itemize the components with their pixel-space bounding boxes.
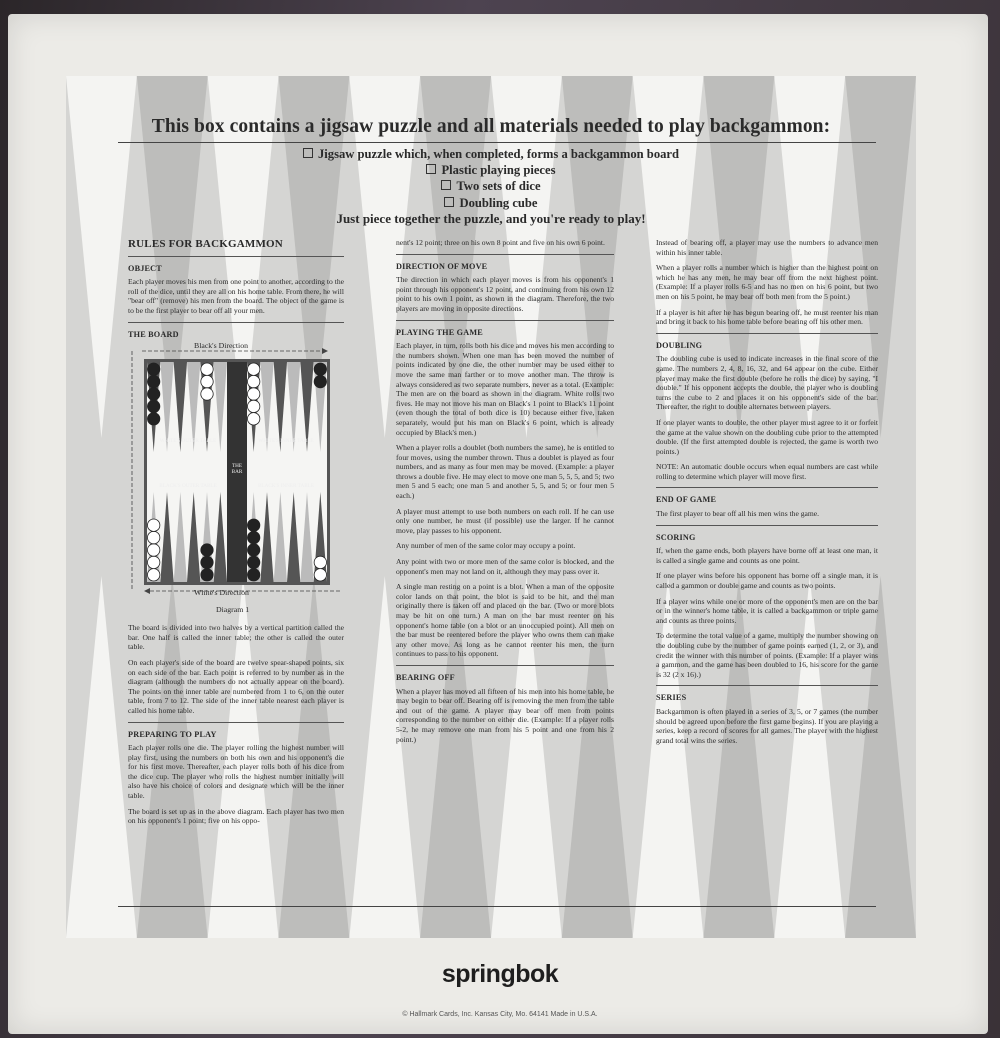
paragraph: Any number of men of the same color may occupy a point. xyxy=(396,541,576,551)
board-point xyxy=(66,576,137,938)
divider xyxy=(396,665,614,666)
copyright-text: © Hallmark Cards, Inc. Kansas City, Mo. 64141 Made in U.S.A. xyxy=(402,1011,598,1018)
divider xyxy=(656,487,878,488)
paragraph: If a player wins while one or more of the opponent's men are on the bar or in the winner's home table, it is called a backgammon or triple game and counts as three points. xyxy=(656,596,878,625)
diagram-checker xyxy=(147,376,159,388)
divider xyxy=(656,525,878,526)
bottom-rule xyxy=(118,906,876,907)
diagram-checker xyxy=(247,544,259,556)
divider xyxy=(396,320,614,321)
checkbox-icon xyxy=(444,197,454,207)
paragraph: The board is set up as in the above diagram. Each player has two men on his opponent's 1 point; five on his oppo- xyxy=(128,806,344,826)
paragraph: If, when the game ends, both players have borne off at least one man, it is called a single game and counts as one point. xyxy=(656,546,878,565)
paragraph: The first player to bear off all his men wins the game. xyxy=(656,509,820,519)
section-heading: THE BOARD xyxy=(128,329,179,339)
paragraph: A player must attempt to use both numbers on each roll. If he can use only one number, he must (if possible) use the larger. If he cannot move, play passes to his opponent. xyxy=(396,506,614,535)
divider xyxy=(128,256,344,257)
paragraph: To determine the total value of a game, multiply the number showing on the doubling cube by the number of game points earned (1, 2, or 3), and credit the winner with this number of points. (Example: If a player wins a gammon, and the game has been doubled to 16, his score for the game is 32 (2 x 16).) xyxy=(656,631,878,679)
section-heading: PLAYING THE GAME xyxy=(396,327,483,337)
diagram-checker xyxy=(147,556,159,568)
rules-column-3 xyxy=(656,238,878,751)
paragraph: NOTE: An automatic double occurs when equal numbers are cast while rolling to determine which player will move first. xyxy=(656,462,878,481)
paragraph: When a player has moved all fifteen of his men into his home table, he may begin to bear off. Bearing off is removing the men from the table and out of the game. A player may bear off men from points corresponding to the number on either die. (Example: If a player rolls 5-2, he may remove one man from his 5 point and one from his 2 point.) xyxy=(396,686,614,744)
black-outer-table-label: BLACK'S OUTER TABLE xyxy=(159,483,217,490)
section-heading: SERIES xyxy=(656,693,687,703)
contents-item: Plastic playing pieces xyxy=(66,162,916,178)
contents-item: Two sets of dice xyxy=(66,178,916,194)
checkbox-icon xyxy=(441,180,451,190)
section-heading: PREPARING TO PLAY xyxy=(128,729,217,739)
diagram-checker xyxy=(147,519,159,531)
diagram-caption: Diagram 1 xyxy=(216,605,250,615)
diagram-checker xyxy=(247,532,259,544)
section-heading: DIRECTION OF MOVE xyxy=(396,261,488,271)
diagram-checker xyxy=(201,569,213,581)
rules-column-1 xyxy=(128,238,344,832)
diagram-checker xyxy=(247,363,259,375)
print-panel xyxy=(66,76,916,938)
diagram-checker xyxy=(247,388,259,400)
paragraph: Instead of bearing off, a player may use the numbers to advance men within his inner table. xyxy=(656,238,878,257)
tagline: Just piece together the puzzle, and you're ready to play! xyxy=(336,210,646,226)
page-title: This box contains a jigsaw puzzle and all materials needed to play backgammon: xyxy=(151,116,831,137)
paragraph: nent's 12 point; three on his own 8 point and five on his own 6 point. xyxy=(396,238,605,247)
board-diagram-graphic xyxy=(128,343,344,615)
paragraph: Each player, in turn, rolls both his dice and moves his men according to the numbers shown. When one man has been moved the number of points indicated by one die, the other number may be used either to move the same man farther or to move another man. The throw is always considered as two separate numbers, never as a total. (Example: The men are on the board as shown in the diagram. White rolls two fives. He may not move his man on Black's 1 point to Black's 11 point (even though the total of both dice is 10) because either five, taken separately, would put his man on Black's 6 point, which is already occupied by Black's men.) xyxy=(396,341,614,437)
diagram-checker xyxy=(147,363,159,375)
divider xyxy=(128,322,344,323)
paragraph: When a player rolls a doublet (both numbers the same), he is entitled to four moves, using the number thrown. Thus a doublet is played as four numbers, and as many as four men may be moved. (Example: a player throws a double five. He may elect to move one man 5, 5, 5, and 5; two men 5 and 5 each; one man 5 and another 5, 5, and 5; or four men 5 each.) xyxy=(396,443,614,501)
diagram-checker xyxy=(314,376,326,388)
diagram-checker xyxy=(201,376,213,388)
divider xyxy=(656,685,878,686)
black-direction-label: Black's Direction xyxy=(194,341,249,351)
paragraph: If a player is hit after he has begun bearing off, he must reenter his man and bring it back to his home table before bearing off his other men. xyxy=(656,307,878,327)
diagram-checker xyxy=(247,519,259,531)
diagram-checker xyxy=(147,544,159,556)
paragraph: The board is divided into two halves by a vertical partition called the bar. One half is called the inner table; the other is called the outer table. xyxy=(128,623,344,652)
divider xyxy=(128,722,344,723)
section-heading: DOUBLING xyxy=(656,340,703,350)
paragraph: The doubling cube is used to indicate increases in the final score of the game. The numbers 2, 4, 8, 16, 32, and 64 appear on the cube. Either player may make the first double (before he rolls the dice) by saying, "I double." If his opponent accepts the double, the player who is doubling turns the cube to 2 and places it on his opponent's side of the bar. Thereafter, the right to double alternates between players. xyxy=(656,354,878,412)
diagram-checker xyxy=(147,413,159,425)
paragraph: The direction in which each player moves is from his opponent's 1 point through his opponent's 12 point, and continuing from his own 12 point to his own 1 point, as shown in the diagram. Therefore, the two players are moving in opposite directions. xyxy=(396,275,614,313)
title-rule xyxy=(118,142,876,143)
section-heading: OBJECT xyxy=(128,263,162,273)
diagram-checker xyxy=(314,363,326,375)
white-inner-table-label: WHITE'S INNER TABLE xyxy=(258,438,314,445)
diagram-checker xyxy=(201,363,213,375)
rules-column-2 xyxy=(396,238,614,750)
paragraph: A single man resting on a point is a blot. When a man of the opposite color lands on that point, the blot is said to be hit, and the man originally there is taken off and placed on the bar. (Two or more blots may be hit on one turn.) A man on the bar must reenter on his opponent's home table (on a blot or an unoccupied point). All men on the bar must be reentered before the player who owns them can make any other move. As long as he cannot reenter his men, the turn continues to pass to his opponent. xyxy=(396,582,614,659)
paragraph: Each player moves his men from one point to another, according to the roll of the dice, until they are all on his home table. From there, he will "bear off" (remove) his men from the board. The object of the game is to be the first player to bear off all your men. xyxy=(128,277,344,315)
diagram-checker xyxy=(247,400,259,412)
checkbox-icon xyxy=(426,164,436,174)
paragraph: Each player rolls one die. The player rolling the highest number will play first, using the numbers on both his own and his opponent's die for his first move. Thereafter, each player rolls both of his dice from the dice cup. The player who rolls the highest number initially will also have his choice of colors and designate which will be the inner table. xyxy=(128,743,344,801)
checkbox-icon xyxy=(303,148,313,158)
diagram-checker xyxy=(314,569,326,581)
white-direction-label: White's Direction xyxy=(194,588,249,598)
diagram-checker xyxy=(247,556,259,568)
diagram-checker xyxy=(147,388,159,400)
paragraph: If one player wins before his opponent has borne off a single man, it is called a gammon or double game and counts as two points. xyxy=(656,571,878,591)
paragraph: Backgammon is often played in a series of 3, 5, or 7 games (the number should be agreed upon before the first game begins). If you are playing a series, keep a record of scores for all games. The player with the highest grand total wins the series. xyxy=(656,706,878,745)
board-diagram xyxy=(128,343,344,615)
contents-item: Jigsaw puzzle which, when completed, forms a backgammon board xyxy=(66,146,916,162)
section-heading: END OF GAME xyxy=(656,495,717,505)
divider xyxy=(396,254,614,255)
diagram-checker xyxy=(247,376,259,388)
diagram-checker xyxy=(247,413,259,425)
white-outer-table-label: WHITE'S OUTER TABLE xyxy=(159,438,217,445)
section-heading: SCORING xyxy=(656,532,696,542)
contents-item: Doubling cube xyxy=(66,195,916,211)
divider xyxy=(656,333,878,334)
diagram-checker xyxy=(147,400,159,412)
black-inner-table-label: BLACK'S INNER TABLE xyxy=(257,483,315,490)
diagram-checker xyxy=(314,556,326,568)
paragraph: If one player wants to double, the other player must agree to it or forfeit the game at the value shown on the doubling cube prior to the attempted double. (If the first attempted double is rejected, the game is worth two points.) xyxy=(656,417,878,456)
contents-list xyxy=(66,146,916,227)
springbok-logo: springbok xyxy=(441,960,559,988)
diagram-checker xyxy=(201,544,213,556)
paragraph: On each player's side of the board are twelve spear-shaped points, six on each side of the bar. Each point is referred to by number as in the diagram (although the numbers do not actually appear on the board). The points on the inner table are numbered from 1 to 6, on the outer table, from 7 to 12. The side of the inner table nearest each player is called his home table. xyxy=(128,657,344,715)
section-heading: BEARING OFF xyxy=(396,672,455,682)
diagram-checker xyxy=(201,556,213,568)
rules-title: RULES FOR BACKGAMMON xyxy=(128,238,283,250)
diagram-checker xyxy=(201,388,213,400)
diagram-checker xyxy=(147,569,159,581)
bar-label: THE BAR xyxy=(231,463,243,476)
paragraph: When a player rolls a number which is higher than the highest point on which he has any men, he may bear off from the next highest point. (Example: If a player rolls 6-5 and has no men on his 6 point, but two men on his 5 point, he may bear off both men from the 5 point.) xyxy=(656,263,878,301)
paragraph: Any point with two or more men of the same color is blocked, and the opponent's men may not land on it, although they may pass over it. xyxy=(396,557,614,576)
diagram-checker xyxy=(147,532,159,544)
diagram-checker xyxy=(247,569,259,581)
